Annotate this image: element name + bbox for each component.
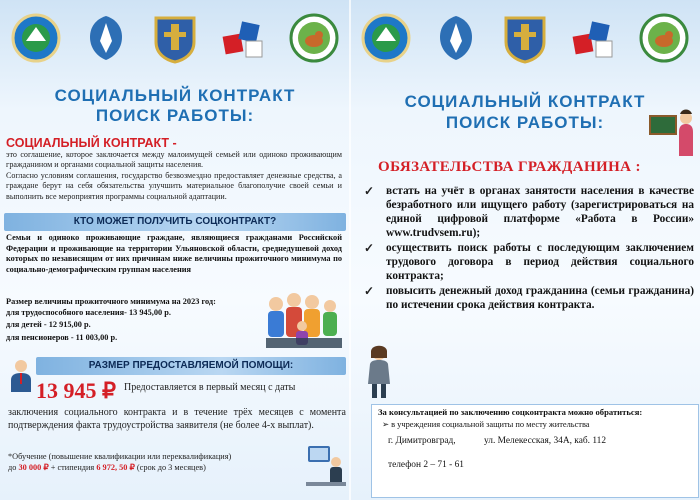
logo-shield-icon bbox=[80, 12, 132, 64]
family-group-icon bbox=[262, 286, 346, 352]
check-icon: ✓ bbox=[364, 241, 375, 255]
obligation-item bbox=[364, 284, 694, 312]
stipend-amount: 6 972, 50 ₽ bbox=[96, 463, 135, 472]
right-heading-line2: ПОИСК РАБОТЫ: bbox=[445, 113, 605, 132]
amount-text: Предоставляется в первый месяц с даты bbox=[124, 382, 296, 393]
note-prefix: до bbox=[8, 463, 19, 472]
teacher-woman-icon bbox=[364, 344, 394, 400]
logo-row bbox=[10, 6, 340, 70]
businessman-icon bbox=[8, 358, 34, 392]
check-icon: ✓ bbox=[364, 184, 375, 198]
logo-shield-icon bbox=[430, 12, 482, 64]
minimum-line-3: для пенсионеров - 11 003,00 р. bbox=[6, 333, 118, 342]
training-note-line2 bbox=[8, 462, 308, 473]
note-middle: + стипендия bbox=[48, 463, 97, 472]
who-band-label: КТО МОЖЕТ ПОЛУЧИТЬ СОЦКОНТРАКТ? bbox=[73, 216, 277, 227]
obligation-item bbox=[364, 184, 694, 240]
obligation-text: осуществить поиск работы с последующим заключением трудового договора в период действия социального контракта; bbox=[386, 242, 694, 282]
chalkboard-teacher-icon bbox=[648, 106, 696, 156]
who-band bbox=[4, 213, 346, 231]
logo-family-icon bbox=[638, 12, 690, 64]
consultation-box bbox=[371, 404, 699, 498]
phone: телефон 2 – 71 - 61 bbox=[388, 460, 464, 470]
size-band bbox=[36, 357, 346, 375]
check-icon: ✓ bbox=[364, 284, 375, 298]
minimum-line-2: для детей - 12 915,00 р. bbox=[6, 320, 91, 329]
obligations-list bbox=[364, 184, 694, 313]
obligation-item bbox=[364, 241, 694, 283]
social-contract-title bbox=[6, 136, 177, 150]
office-worker-icon bbox=[306, 440, 346, 496]
city: г. Димитровград, bbox=[388, 436, 456, 446]
who-text: Семьи и одиноко проживающие граждане, являющиеся гражданами Российской Федерации и проживающие на территории Ульяновской области, среднедушевой доход которых по независящим от них причинам ниже величины прожиточного минимума по социально-демографическим группам населения bbox=[6, 233, 342, 274]
consultation-row-text: в учреждения социальной защиты по месту жительства bbox=[391, 420, 590, 429]
definition-text-2: Согласно условиям соглашения, государство безвозмездно предоставляет денежные средства, а граждане берут на себя обязательства улучшить материальное благополучие своей семьи и выполнить все мероприятия программы социальной адаптации. bbox=[6, 171, 342, 201]
amount-value: 13 945 ₽ bbox=[36, 378, 116, 403]
address: ул. Мелекесская, 34А, каб. 112 bbox=[484, 436, 607, 446]
logo-family-icon bbox=[288, 12, 340, 64]
note-suffix: (срок до 3 месяцев) bbox=[134, 463, 206, 472]
minimum-line-1: для трудоспособного населения- 13 945,00 р. bbox=[6, 308, 171, 317]
consultation-row bbox=[382, 419, 590, 429]
amount-text-continued: заключения социального контракта и в течение трёх месяцев с момента подтверждения факта трудоустройства заявителя (не более 4-х выплат). bbox=[8, 407, 346, 431]
right-heading-line1: СОЦИАЛЬНЫЙ КОНТРАКТ bbox=[404, 92, 646, 111]
obligation-text: встать на учёт в органах занятости населения в качестве безработного или ищущего работу (зарегистрироваться на единой цифровой платформе «Работа в России» www.trudvsem.ru); bbox=[386, 185, 694, 239]
left-heading-line2: ПОИСК РАБОТЫ: bbox=[95, 106, 255, 125]
obligation-text: повысить денежный доход гражданина (семьи гражданина) по истечении срока действия контракта. bbox=[386, 285, 694, 311]
training-note bbox=[8, 451, 308, 473]
social-contract-title-dash: - bbox=[169, 136, 177, 150]
size-band-label: РАЗМЕР ПРЕДОСТАВЛЯЕМОЙ ПОМОЩИ: bbox=[88, 360, 294, 371]
training-note-line1: *Обучение (повышение квалификации или переквалификация) bbox=[8, 452, 232, 461]
obligations-title: ОБЯЗАТЕЛЬСТВА ГРАЖДАНИНА : bbox=[378, 159, 641, 175]
bullet-icon: ➢ bbox=[382, 420, 392, 429]
consultation-heading: За консультацией по заключению соцконтракта можно обратиться: bbox=[378, 407, 643, 417]
logo-cubes-icon bbox=[569, 12, 621, 64]
left-heading-line1: СОЦИАЛЬНЫЙ КОНТРАКТ bbox=[54, 86, 296, 105]
logo-cubes-icon bbox=[219, 12, 271, 64]
training-amount: 30 000 ₽ bbox=[18, 463, 49, 472]
social-contract-title-text: СОЦИАЛЬНЫЙ КОНТРАКТ bbox=[6, 136, 170, 150]
definition-text: это соглашение, которое заключается между малоимущей семьей или одиноко проживающим гражданином и органами социальной защиты населения. bbox=[6, 150, 342, 170]
logo-emblem-icon bbox=[10, 12, 62, 64]
logo-row-right bbox=[360, 6, 690, 70]
logo-coat-of-arms-icon bbox=[149, 12, 201, 64]
logo-coat-of-arms-icon bbox=[499, 12, 551, 64]
minimum-title: Размер величины прожиточного минимума на 2023 год: bbox=[6, 297, 216, 306]
logo-emblem-icon bbox=[360, 12, 412, 64]
